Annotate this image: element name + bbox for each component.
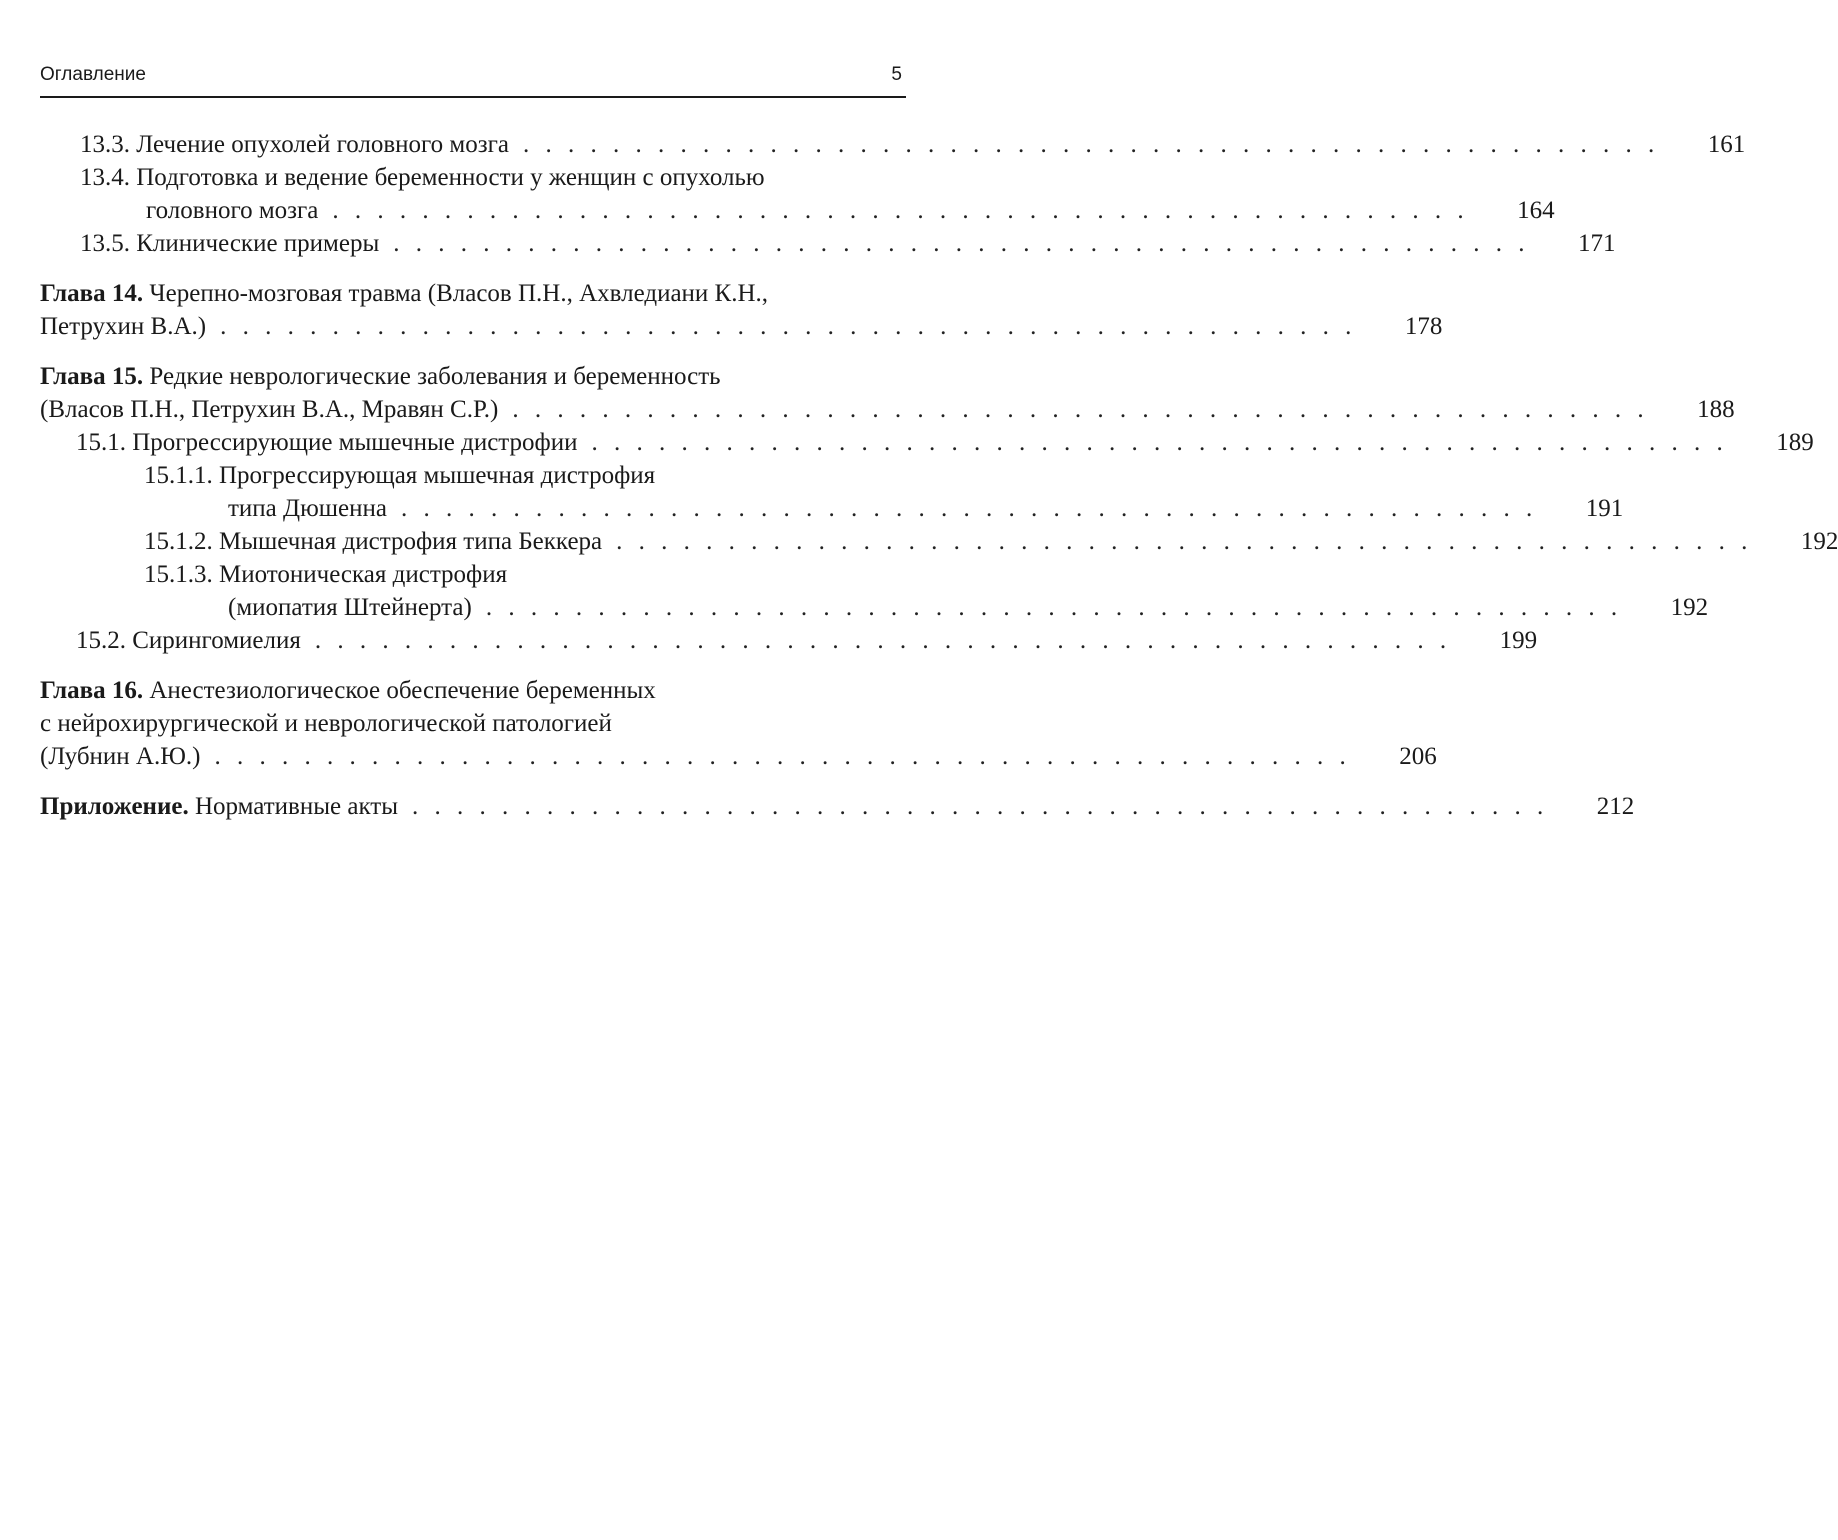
section-number: 13.5. [80, 230, 130, 257]
toc-entry-chapter-14[interactable] [40, 277, 1443, 343]
toc-entry-15-1-3[interactable] [40, 558, 1709, 624]
appendix-title: Нормативные акты [194, 793, 399, 820]
toc-entry-chapter-16[interactable] [40, 674, 1437, 773]
toc-entry-13-3[interactable] [40, 128, 1746, 161]
toc-entry-15-1[interactable] [40, 426, 1814, 459]
leader-dots: . . . . . . . . . . . . . . . . . . . . . . . . . . . . . . . . . . . . . . . . . . . . . . . . . . . [393, 230, 1530, 257]
section-title: Мышечная дистрофия типа Беккера [219, 528, 603, 555]
section-title-line-2: типа Дюшенна [228, 495, 387, 522]
section-title: Прогрессирующие мышечные дистрофии [132, 429, 578, 456]
running-title: Оглавление [40, 64, 146, 85]
section-number: 15.1.3. [144, 561, 213, 588]
chapter-title-line-2: с нейрохирургической и неврологической патологией [40, 710, 612, 737]
section-number: 13.3. [80, 131, 130, 158]
entry-page-number: 212 [1596, 793, 1635, 820]
section-number: 15.1. [76, 429, 126, 456]
chapter-label: Глава 15. [40, 363, 144, 390]
leader-dots: . . . . . . . . . . . . . . . . . . . . . . . . . . . . . . . . . . . . . . . . . . . . . . . . . . . [400, 495, 1538, 522]
chapter-title-line-1: Черепно-мозговая травма (Власов П.Н., Ахвледиани К.Н., [149, 280, 769, 307]
section-title-line-1: Миотоническая дистрофия [219, 561, 508, 588]
section-title-line-2: (миопатия Штейнерта) [228, 594, 472, 621]
section-title: Сирингомиелия [132, 627, 301, 654]
running-header [40, 62, 906, 98]
toc-entry-appendix[interactable] [40, 790, 1635, 823]
page-number: 5 [891, 64, 902, 85]
appendix-label: Приложение. [40, 793, 189, 820]
chapter-title-line-2: Петрухин В.А.) [40, 313, 207, 340]
entry-page-number: 191 [1585, 495, 1624, 522]
entry-page-number: 192 [1670, 594, 1709, 621]
table-of-contents [40, 128, 1838, 823]
leader-dots: . . . . . . . . . . . . . . . . . . . . . . . . . . . . . . . . . . . . . . . . . . . . . . . . . . . [522, 131, 1660, 158]
section-number: 15.1.1. [144, 462, 213, 489]
section-title-line-1: Прогрессирующая мышечная дистрофия [219, 462, 656, 489]
leader-dots: . . . . . . . . . . . . . . . . . . . . . . . . . . . . . . . . . . . . . . . . . . . . . . . . . . . [332, 197, 1469, 224]
section-title: Лечение опухолей головного мозга [136, 131, 509, 158]
toc-entry-15-1-2[interactable] [40, 525, 1838, 558]
section-number: 13.4. [80, 164, 130, 191]
leader-dots: . . . . . . . . . . . . . . . . . . . . . . . . . . . . . . . . . . . . . . . . . . . . . . . . . . . [314, 627, 1452, 654]
section-title: Клинические примеры [136, 230, 380, 257]
toc-entry-chapter-15[interactable] [40, 360, 1735, 426]
entry-page-number: 188 [1697, 396, 1735, 423]
section-number: 15.2. [76, 627, 126, 654]
entry-page-number: 189 [1776, 429, 1814, 456]
chapter-label: Глава 16. [40, 677, 144, 704]
leader-dots: . . . . . . . . . . . . . . . . . . . . . . . . . . . . . . . . . . . . . . . . . . . . . . . . . . . [591, 429, 1728, 456]
chapter-title-line-1: Анестезиологическое обеспечение беременных [149, 677, 656, 704]
leader-dots: . . . . . . . . . . . . . . . . . . . . . . . . . . . . . . . . . . . . . . . . . . . . . . . . . . . [214, 743, 1351, 770]
leader-dots: . . . . . . . . . . . . . . . . . . . . . . . . . . . . . . . . . . . . . . . . . . . . . . . . . . . [616, 528, 1753, 555]
toc-entry-15-1-1[interactable] [40, 459, 1624, 525]
toc-entry-15-2[interactable] [40, 624, 1538, 657]
entry-page-number: 161 [1707, 131, 1746, 158]
leader-dots: . . . . . . . . . . . . . . . . . . . . . . . . . . . . . . . . . . . . . . . . . . . . . . . . . . . [220, 313, 1357, 340]
entry-page-number: 206 [1399, 743, 1437, 770]
entry-page-number: 192 [1800, 528, 1838, 555]
entry-page-number: 171 [1578, 230, 1616, 257]
chapter-title-line-3: (Лубнин А.Ю.) [40, 743, 201, 770]
chapter-label: Глава 14. [40, 280, 144, 307]
entry-page-number: 199 [1499, 627, 1538, 654]
leader-dots: . . . . . . . . . . . . . . . . . . . . . . . . . . . . . . . . . . . . . . . . . . . . . . . . . . . [485, 594, 1623, 621]
section-number: 15.1.2. [144, 528, 213, 555]
chapter-title-line-1: Редкие неврологические заболевания и беременность [149, 363, 721, 390]
leader-dots: . . . . . . . . . . . . . . . . . . . . . . . . . . . . . . . . . . . . . . . . . . . . . . . . . . . [512, 396, 1649, 423]
section-title-line-2: головного мозга [146, 197, 319, 224]
chapter-title-line-2: (Власов П.Н., Петрухин В.А., Мравян С.Р.) [40, 396, 499, 423]
entry-page-number: 164 [1517, 197, 1555, 224]
entry-page-number: 178 [1404, 313, 1443, 340]
section-title-line-1: Подготовка и ведение беременности у женщин с опухолью [136, 164, 765, 191]
leader-dots: . . . . . . . . . . . . . . . . . . . . . . . . . . . . . . . . . . . . . . . . . . . . . . . . . . . [412, 793, 1549, 820]
toc-entry-13-4[interactable] [40, 161, 1555, 227]
toc-entry-13-5[interactable] [40, 227, 1616, 260]
